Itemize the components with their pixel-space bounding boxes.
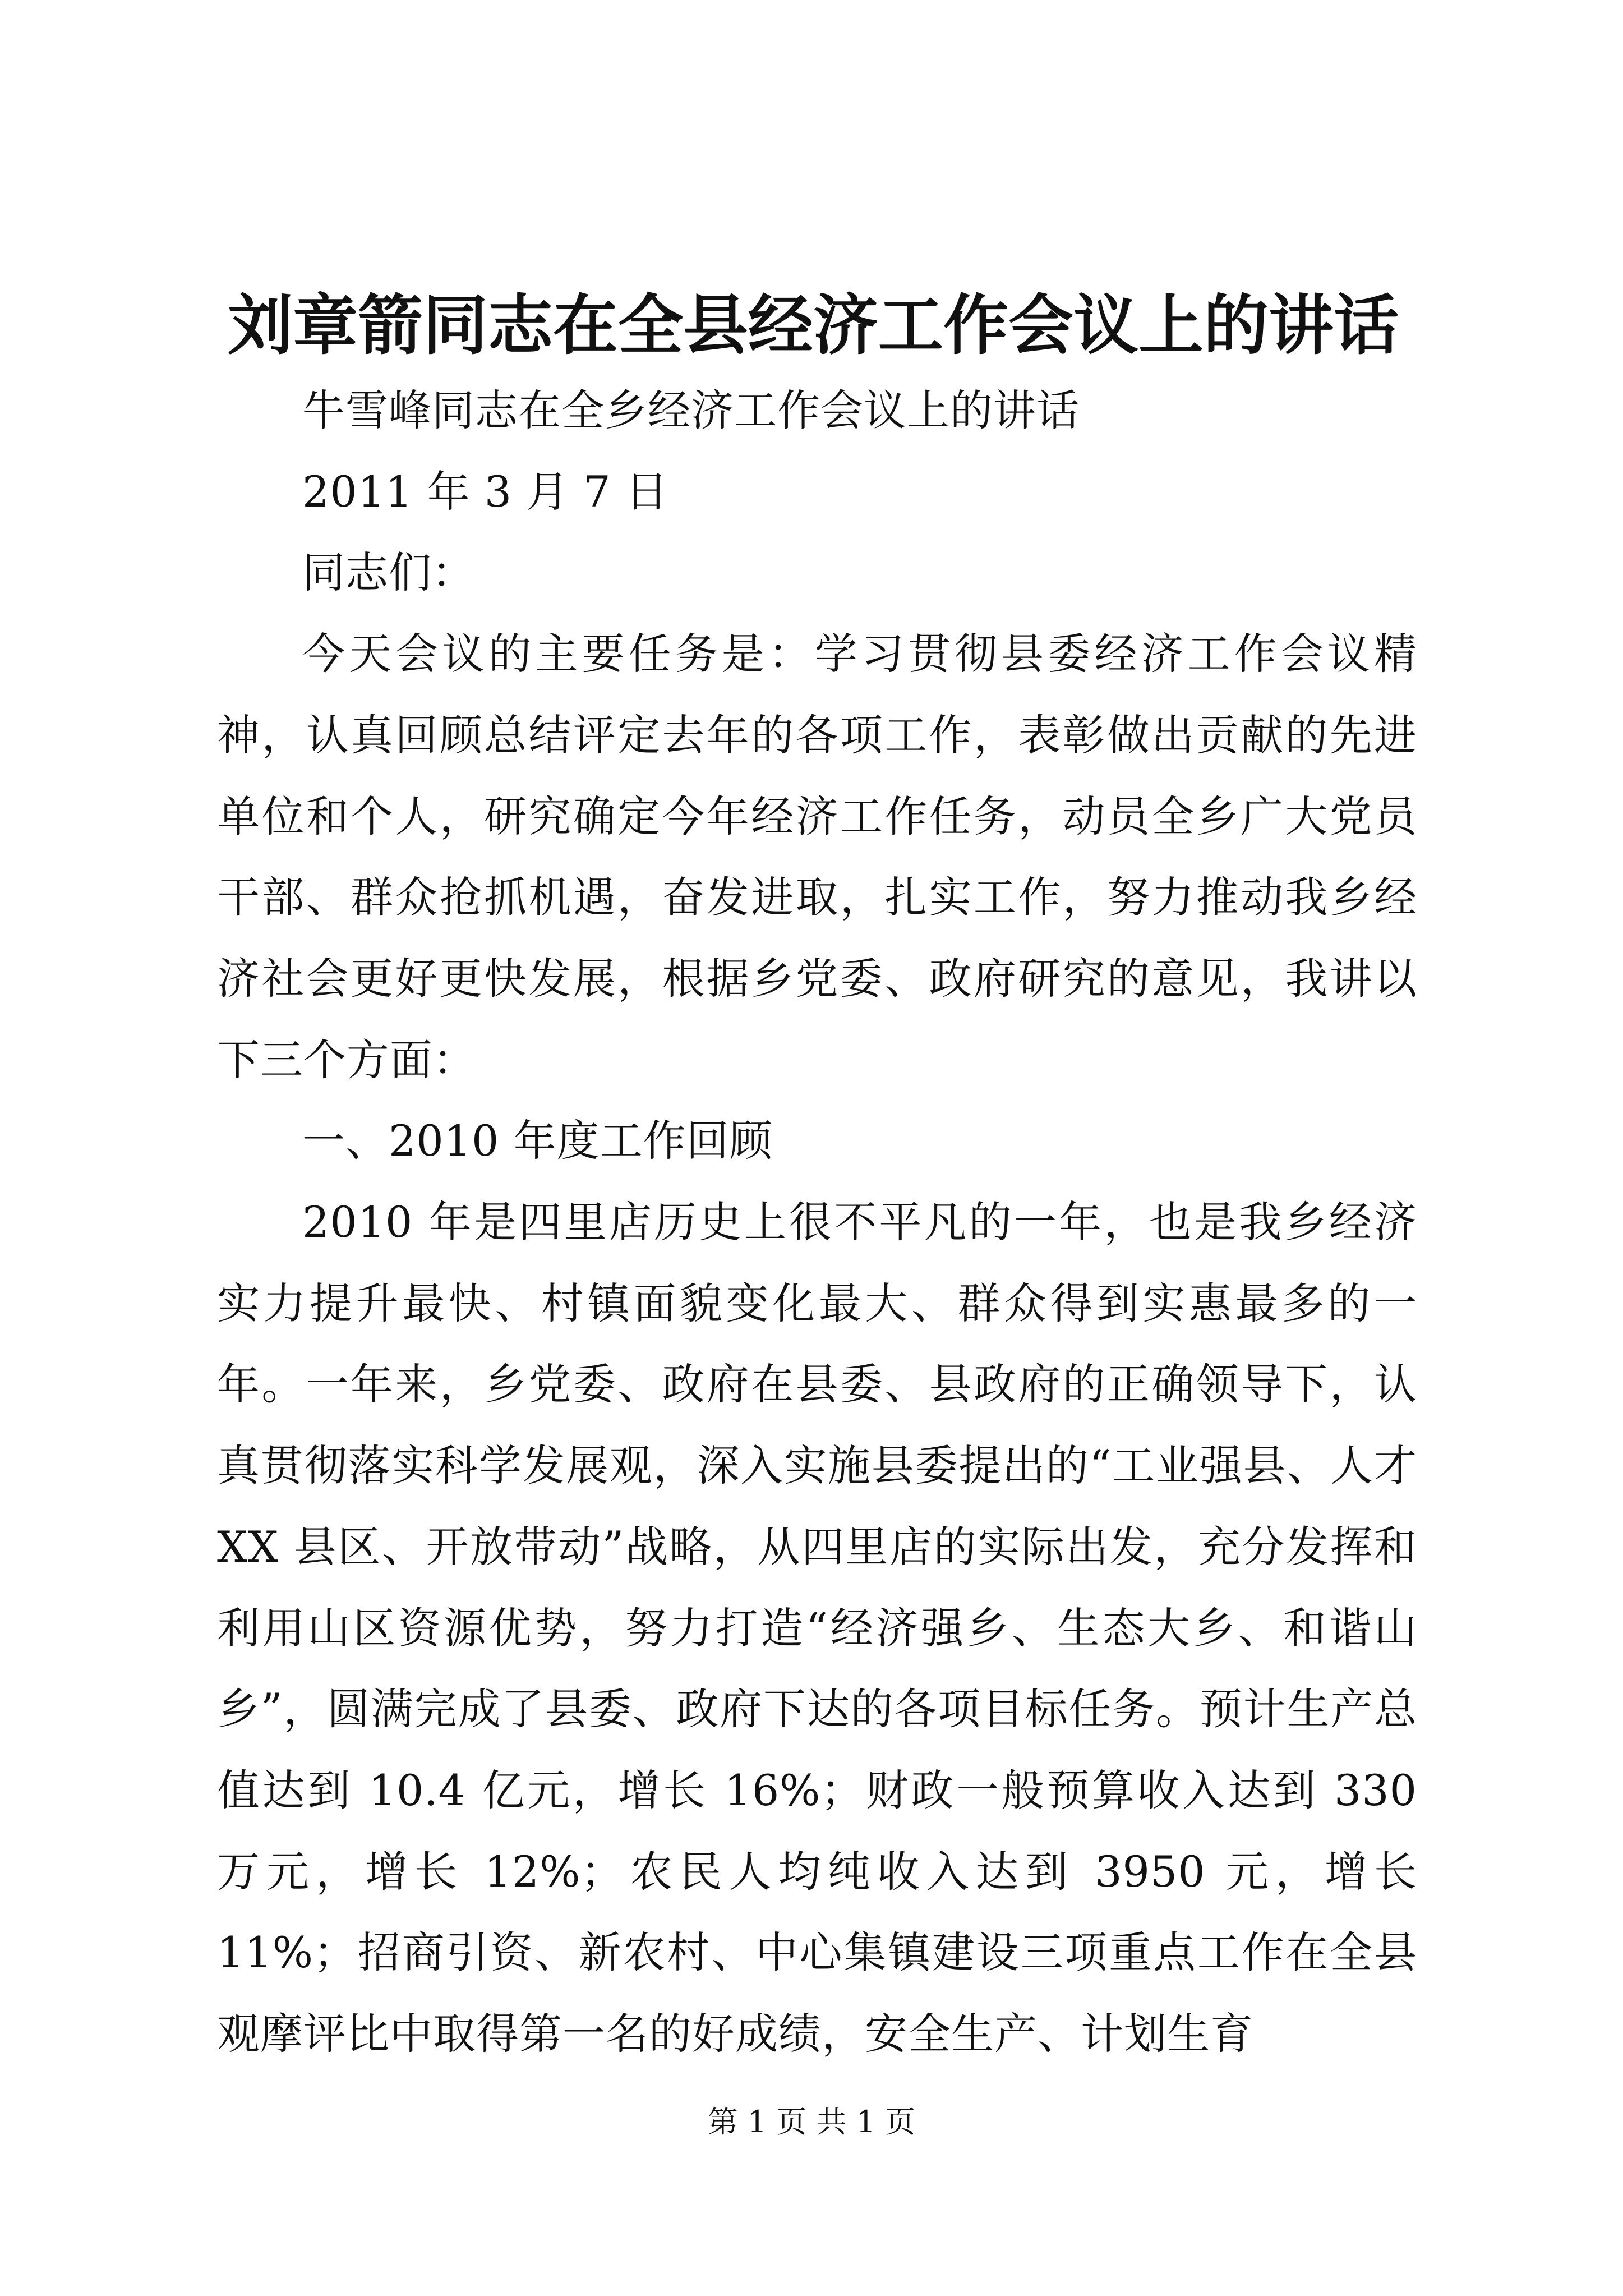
salutation-paragraph: 同志们： bbox=[302, 547, 475, 598]
section-heading: 一、2010 年度工作回顾 bbox=[302, 1116, 773, 1166]
page-footer: 第 1 页 共 1 页 bbox=[707, 2104, 916, 2139]
review-paragraph: 2010 年是四里店历史上很不平凡的一年，也是我乡经济实力提升最快、村镇面貌变化最大、群众得到实惠最多的一年。一年来，乡党委、政府在县委、县政府的正确领导下，认真贯彻落实科学发展观，深入实施县委提出的“工业强县、人才 XX 县区、开放带动”战略，从四里店的实际出发，充分发挥和利用山区资源优势，努力打造“经济强乡、生态大乡、和谐山乡”，圆满完成了县委、政府下达的各项目标任务。预计生产总值达到 10.4 亿元，增长 16%；财政一般预算收入达到 330 万元，增长 12%；农民人均纯收入达到 3950 元，增长 11%；招商引资、新农村、中心集镇建设三项重点工作在全县观摩评比中取得第一名的好成绩，安全生产、计划生育 bbox=[217, 1197, 1417, 2059]
subtitle-paragraph: 牛雪峰同志在全乡经济工作会议上的讲话 bbox=[302, 385, 1080, 435]
date-paragraph: 2011 年 3 月 7 日 bbox=[302, 466, 668, 517]
document-title: 刘章箭同志在全县经济工作会议上的讲话 bbox=[228, 287, 1399, 364]
intro-paragraph: 今天会议的主要任务是：学习贯彻县委经济工作会议精神，认真回顾总结评定去年的各项工作，表彰做出贡献的先进单位和个人，研究确定今年经济工作任务，动员全乡广大党员干部、群众抢抓机遇，奋发进取，扎实工作，努力推动我乡经济社会更好更快发展，根据乡党委、政府研究的意见，我讲以下三个方面： bbox=[217, 629, 1417, 1085]
document-body bbox=[217, 370, 1417, 2075]
